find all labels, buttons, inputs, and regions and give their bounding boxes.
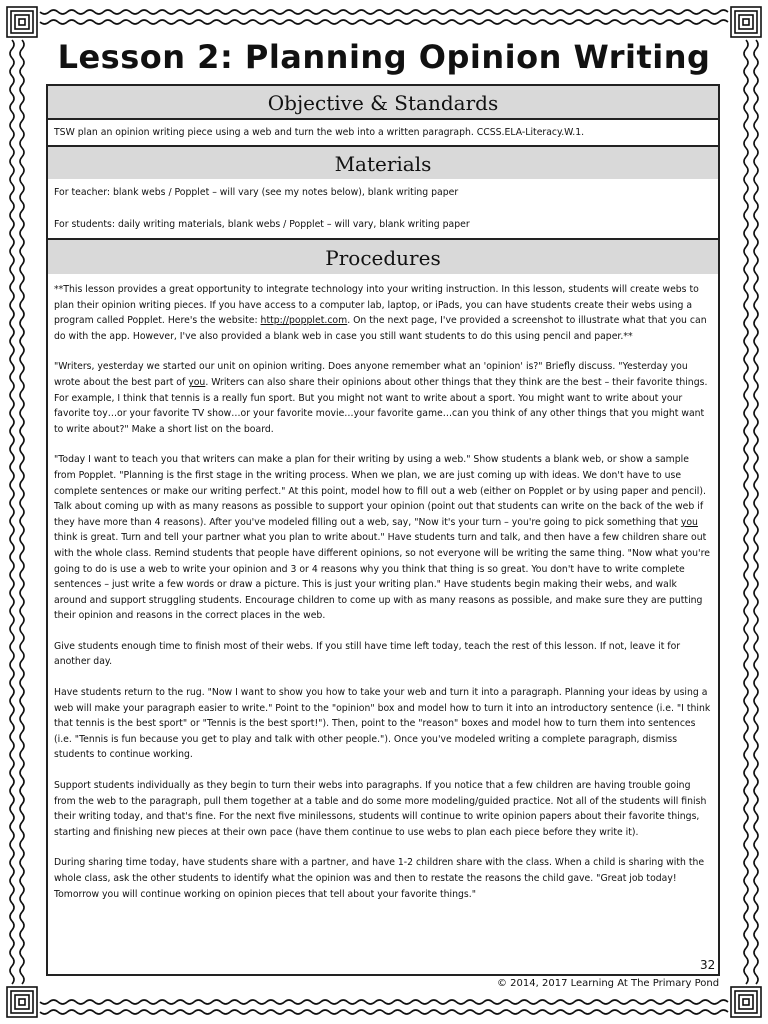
- copyright-text: © 2014, 2017 Learning At The Primary Pond: [497, 978, 720, 989]
- materials-students: For students: daily writing materials, blank webs / Popplet – will vary, blank writing paper: [54, 218, 470, 230]
- corner-spiral-icon: [731, 7, 761, 37]
- wavy-border-line: [40, 1010, 728, 1014]
- procedures-text: [48, 274, 718, 902]
- wavy-border-line: [10, 40, 14, 984]
- procedures-heading: Procedures: [48, 240, 718, 276]
- p2-text-a: "Writers, yesterday we started our unit on opinion writing. Does anyone remember what an 'opinion' is?" Briefly discuss. "Yesterday you wrote about the best part of: [54, 361, 688, 388]
- procedure-paragraph-4: Give students enough time to finish most of their webs. If you still have time left today, teach the rest of this lesson. If not, leave it for another day.: [54, 640, 681, 668]
- materials-text: [48, 179, 718, 232]
- materials-content-box: [46, 179, 720, 240]
- p2-underline: you: [188, 376, 206, 388]
- p3-underline: you: [680, 516, 698, 528]
- p3-text-b: think is great. Turn and tell your partner what you plan to write about." Have students turn and talk, and then have a few children share out with the whole class. Remind students that people have different opinions, so not everyone will be writing the same thing. "Now what you're going to do is use a web to write your opinion and 3 or 4 reasons why you think that thing is so great. You don't have to write complete sentences – just write a few words or draw a picture. This is just your writing plan." Have students begin making their webs, and walk around and support struggling students. Encourage children to come up with as many reasons as possible, and make sure they are putting their opinion and reasons in the correct places in the web.: [54, 532, 710, 622]
- p2-text-b: . Writers can also share their opinions about other things that they think are the best – their favorite things. For example, I think that tennis is a really fun sport. But you might not want to write about a sport. You might want to write about your favorite toy…or your favorite TV show…or your favorite movie…your favorite game…can you think of any other things that you might want to write about?" Make a short list on the board.: [54, 376, 708, 435]
- objective-heading: Objective & Standards: [48, 86, 718, 120]
- materials-heading: Materials: [48, 147, 718, 181]
- objective-paragraph: TSW plan an opinion writing piece using a web and turn the web into a written paragraph. CCSS.ELA-Literacy.W.1.: [54, 127, 585, 138]
- wavy-border-line: [40, 10, 728, 14]
- wavy-border-line: [744, 40, 748, 984]
- objective-section: [46, 84, 720, 120]
- procedure-paragraph-5: Have students return to the rug. "Now I want to show you how to take your web and turn it into a paragraph. Planning your ideas by using a web will make your paragraph easier to write." Point to the "opinion" box and model how to turn it into an introductory sentence (i.e. "I think that tennis is the best sport" or "Tennis is the best sport!"). Then, point to the "reason" boxes and model how to turn them into sentences (i.e. "Tennis is fun because you get to play and talk with other people."). Once you've modeled writing a complete paragraph, dismiss students to continue working.: [54, 687, 711, 761]
- objective-content-box: [46, 120, 720, 147]
- p1-text-b: . On the next page, I've provided a screenshot to illustrate what that you can do with the app. However, I've also provided a blank web in case you still want students to do this using pencil and paper.**: [54, 315, 707, 342]
- p1-text-a: **This lesson provides a great opportunity to integrate technology into your writing instruction. In this lesson, students will create webs to plan their opinion writing pieces. If you have access to a computer lab, laptop, or iPads, you can have students create their webs using a program called Popplet. Here's the website:: [54, 284, 699, 327]
- popplet-link[interactable]: http://popplet.com: [260, 315, 348, 327]
- materials-teacher: For teacher: blank webs / Popplet – will vary (see my notes below), blank writing paper: [54, 187, 459, 198]
- wavy-border-line: [20, 40, 24, 984]
- wavy-border-line: [754, 40, 758, 984]
- page-number: 32: [700, 958, 716, 972]
- procedure-paragraph-6: Support students individually as they begin to turn their webs into paragraphs. If you notice that a few children are having trouble going from the web to the paragraph, pull them together at a table and do some more modeling/guided practice. Not all of the students will finish their writing today, and that's fine. For the next five minilessons, students will continue to write opinion papers about their favorite things, starting and finishing new pieces at their own pace (have them continue to use webs to plan each piece before they write it).: [54, 780, 707, 838]
- procedure-paragraph-2: [54, 359, 712, 437]
- procedure-paragraph-3: [54, 452, 712, 624]
- procedures-content-box: [46, 274, 720, 976]
- wavy-border-line: [40, 1000, 728, 1004]
- procedures-header-box: [46, 238, 720, 276]
- wavy-border-line: [40, 20, 728, 24]
- procedure-paragraph-1: [54, 282, 712, 344]
- objective-text: [48, 120, 718, 141]
- procedure-paragraph-7: During sharing time today, have students share with a partner, and have 1-2 children share with the class. When a child is sharing with the whole class, ask the other students to identify what the opinion was and then to restate the reasons the child gave. "Great job today! Tomorrow you will continue working on opinion pieces that tell about your favorite things.": [54, 857, 705, 900]
- page-title: Lesson 2: Planning Opinion Writing: [57, 38, 711, 76]
- corner-spiral-icon: [7, 7, 37, 37]
- corner-spiral-icon: [731, 987, 761, 1017]
- corner-spiral-icon: [7, 987, 37, 1017]
- p3-text-a: "Today I want to teach you that writers can make a plan for their writing by using a web." Show students a blank web, or show a sample from Popplet. "Planning is the first stage in the writing process. When we plan, we are just coming up with ideas. We don't have to use complete sentences or make our writing perfect." At this point, model how to fill out a web (either on Popplet or by using paper and pencil). Talk about coming up with as many reasons as possible to support your opinion (point out that students can write on the back of the web if they have more than 4 reasons). After you've modeled filling out a web, say, "Now it's your turn – you're going to pick something that: [54, 454, 706, 528]
- materials-header-box: [46, 145, 720, 181]
